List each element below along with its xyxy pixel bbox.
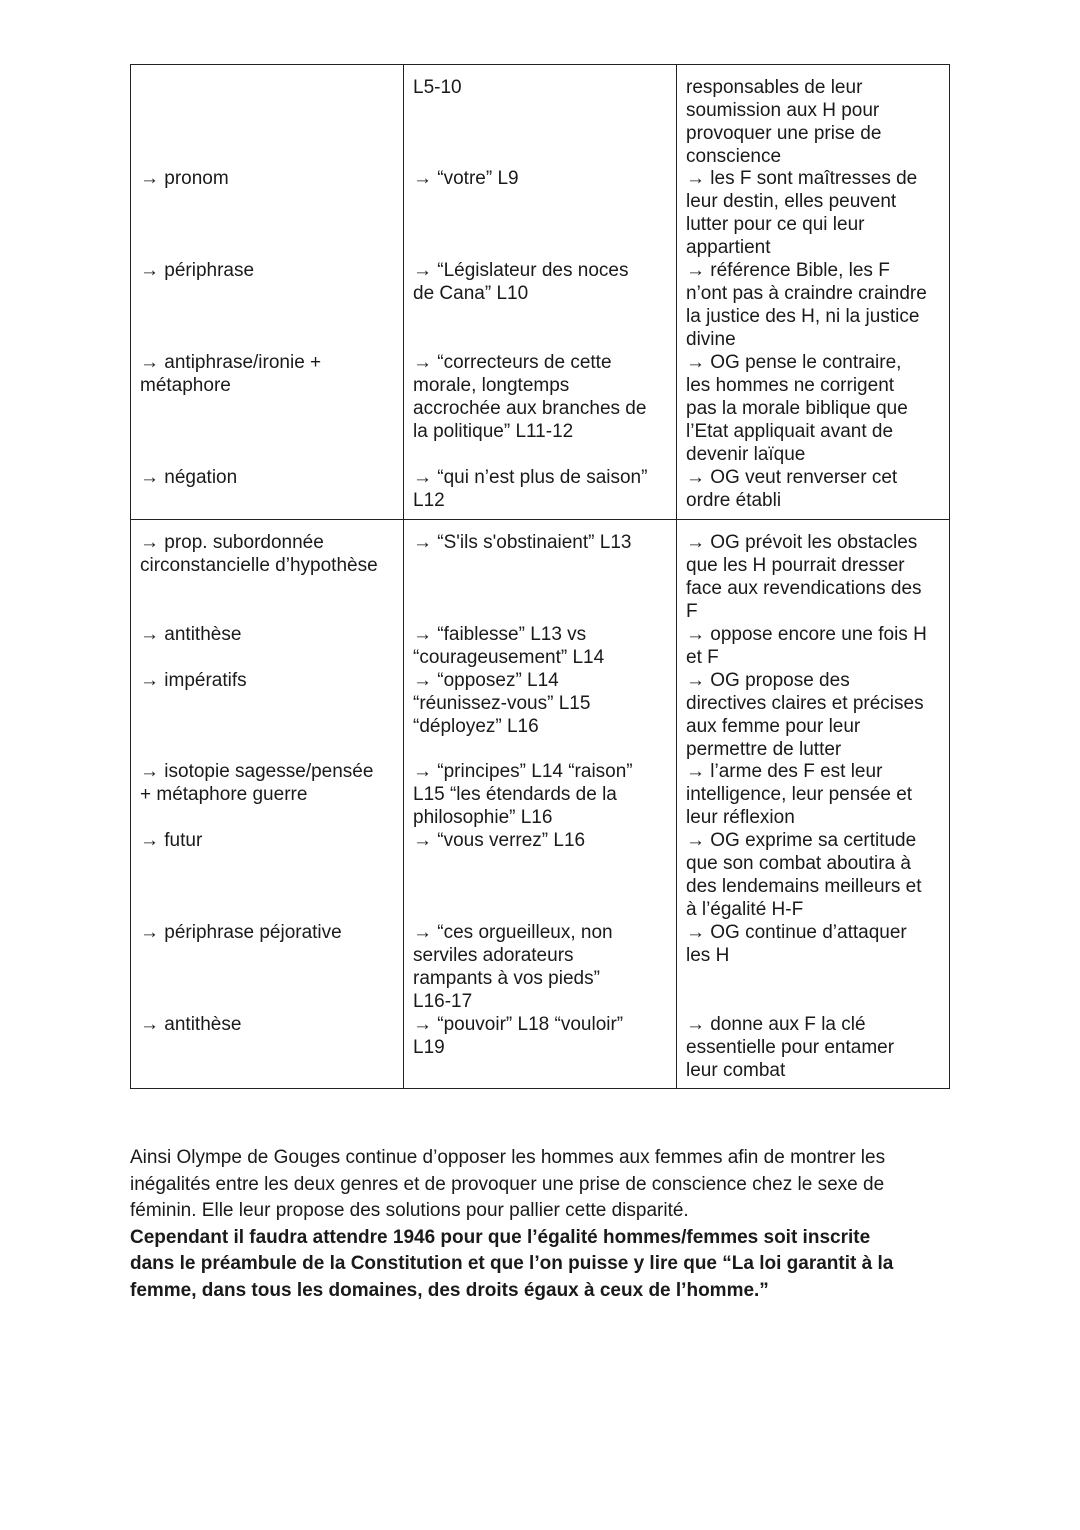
cell-text-line: pas la morale biblique que [686, 398, 908, 419]
cell-text-line: face aux revendications des [686, 578, 922, 599]
cell-text-line: leur combat [686, 1060, 786, 1081]
cell-text-line: les hommes ne corrigent [686, 375, 895, 396]
cell-text-line: aux femme pour leur [686, 716, 861, 737]
cell-text-line: → OG pense le contraire, [686, 352, 902, 373]
cell-text-line: → futur [140, 830, 203, 851]
cell-text-line: soumission aux H pour [686, 100, 880, 121]
cell-text-line: essentielle pour entamer [686, 1037, 895, 1058]
text-line: Cependant il faudra attendre 1946 pour que l’égalité hommes/femmes soit inscrite [130, 1226, 871, 1248]
cell-text-line: de Cana” L10 [413, 283, 529, 304]
table-cell [404, 65, 677, 520]
analysis-table [130, 64, 950, 1089]
cell-text-line: leur destin, elles peuvent [686, 191, 897, 212]
cell-text-line: → référence Bible, les F [686, 260, 890, 281]
cell-text-line: → “Législateur des noces [413, 260, 629, 281]
cell-text-line: à l’égalité H-F [686, 899, 804, 920]
table-cell [131, 65, 404, 520]
cell-text-line: → “opposez” L14 [413, 670, 559, 691]
cell-text-line: → “ces orgueilleux, non [413, 922, 613, 943]
cell-text-line: “réunissez-vous” L15 [413, 693, 591, 714]
table-cell [131, 520, 404, 1089]
cell-text-line: provoquer une prise de [686, 123, 882, 144]
cell-text-line: → “pouvoir” L18 “vouloir” [413, 1014, 624, 1035]
cell-text-line: directives claires et précises [686, 693, 924, 714]
cell-text-line: lutter pour ce qui leur [686, 214, 865, 235]
table-row [131, 520, 950, 1089]
cell-text-line: divine [686, 329, 736, 350]
cell-text-line: accrochée aux branches de [413, 398, 647, 419]
cell-text-line: → OG exprime sa certitude [686, 830, 917, 851]
cell-text-line: rampants à vos pieds” [413, 968, 600, 989]
cell-text-line: → “votre” L9 [413, 168, 519, 189]
conclusion-normal [130, 1145, 950, 1225]
text-line: femme, dans tous les domaines, des droits égaux à ceux de l’homme.” [130, 1279, 769, 1301]
cell-text-line: → antithèse [140, 624, 242, 645]
cell-text-line: ordre établi [686, 490, 782, 511]
cell-text-line: permettre de lutter [686, 739, 842, 760]
text-line: dans le préambule de la Constitution et que l’on puisse y lire que “La loi garantit à la [130, 1253, 894, 1274]
cell-text-line: → l’arme des F est leur [686, 761, 883, 782]
cell-text-line: → donne aux F la clé [686, 1014, 866, 1035]
cell-text-line: → “faiblesse” L13 vs [413, 624, 587, 645]
table-cell [677, 65, 950, 520]
cell-text-line: → prop. subordonnée [140, 532, 324, 553]
cell-text-line: conscience [686, 146, 782, 167]
cell-text-line: appartient [686, 237, 771, 258]
cell-text-line: → oppose encore une fois H [686, 624, 927, 645]
cell-text-line: → OG veut renverser cet [686, 467, 898, 488]
table-cell [404, 520, 677, 1089]
cell-text-line: devenir laïque [686, 444, 806, 465]
cell-text-line: → OG prévoit les obstacles [686, 532, 918, 553]
cell-text-line: “courageusement” L14 [413, 647, 605, 668]
cell-text-line: + métaphore guerre [140, 784, 308, 805]
cell-text-line: responsables de leur [686, 77, 863, 98]
cell-text-line: → “principes” L14 “raison” [413, 761, 633, 782]
cell-text-line: intelligence, leur pensée et [686, 784, 913, 805]
cell-text-line: → “correcteurs de cette [413, 352, 612, 373]
cell-text-line: L12 [413, 490, 445, 511]
cell-text-line: → “S'ils s'obstinaient” L13 [413, 532, 632, 553]
cell-text-line: que les H pourrait dresser [686, 555, 905, 576]
cell-text-line: la justice des H, ni la justice [686, 306, 920, 327]
text-line: féminin. Elle leur propose des solutions pour pallier cette disparité. [130, 1200, 689, 1221]
table-cell [677, 520, 950, 1089]
cell-text-line: → OG propose des [686, 670, 850, 691]
cell-text-line: → antiphrase/ironie + [140, 352, 322, 373]
cell-text-line: n’ont pas à craindre craindre [686, 283, 927, 304]
cell-text-line: → les F sont maîtresses de [686, 168, 918, 189]
conclusion-paragraph [130, 1145, 950, 1304]
cell-text-line: serviles adorateurs [413, 945, 574, 966]
cell-text-line: la politique” L11-12 [413, 421, 574, 442]
text-line: Ainsi Olympe de Gouges continue d’opposer les hommes aux femmes afin de montrer les [130, 1147, 886, 1168]
cell-text-line: circonstancielle d’hypothèse [140, 555, 378, 576]
cell-text-line: → périphrase [140, 260, 255, 281]
cell-text-line: → périphrase péjorative [140, 922, 342, 943]
cell-text-line: leur réflexion [686, 807, 795, 828]
cell-text-line: métaphore [140, 375, 231, 396]
text-line: inégalités entre les deux genres et de provoquer une prise de conscience chez le sexe de [130, 1173, 885, 1195]
cell-text-line: → “qui n’est plus de saison” [413, 467, 648, 488]
cell-text-line: morale, longtemps [413, 375, 570, 396]
cell-text-line: → impératifs [140, 670, 247, 691]
cell-text-line: l’Etat appliquait avant de [686, 421, 894, 442]
cell-text-line: des lendemains meilleurs et [686, 876, 922, 897]
cell-text-line: L19 [413, 1037, 445, 1058]
cell-text-line: → antithèse [140, 1014, 242, 1035]
cell-text-line: L5-10 [413, 77, 462, 98]
cell-text-line: → OG continue d’attaquer [686, 922, 907, 943]
conclusion-bold [130, 1225, 950, 1305]
cell-text-line: L15 “les étendards de la [413, 784, 617, 805]
cell-text-line: F [686, 601, 698, 622]
cell-text-line: L16-17 [413, 991, 473, 1012]
cell-text-line: et F [686, 647, 719, 668]
table-row [131, 65, 950, 520]
cell-text-line: → négation [140, 467, 238, 488]
cell-text-line: que son combat aboutira à [686, 853, 911, 874]
cell-text-line: → isotopie sagesse/pensée [140, 761, 374, 782]
cell-text-line: → “vous verrez” L16 [413, 830, 586, 851]
cell-text-line: “déployez” L16 [413, 716, 539, 737]
cell-text-line: → pronom [140, 168, 229, 189]
cell-text-line: philosophie” L16 [413, 807, 553, 828]
cell-text-line: les H [686, 945, 730, 966]
